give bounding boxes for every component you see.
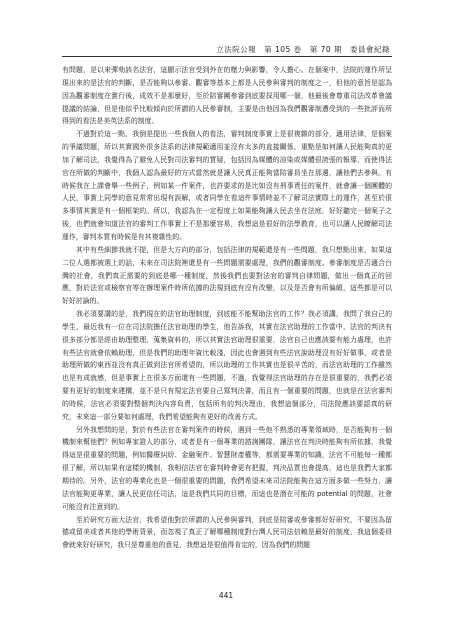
paragraph-2: 不過對於這一點，我倒是提出一些我個人的看法，審判制度事實上是很複雜的部分，適用法律，是個案的爭議問題，所以其實國外很多法系的法律規範適用並沒有太多的直接關係，重點是如何讓人民能夠真的更加了解司法，我覺得為了避免人民對司法審判的質疑，包括因為媒體的渲染或媒體很誇張的報導，而使得法官在所做的判斷中，我個人認為最好的方式當然就是讓人民真正能夠當陪審員坐在那邊，讓他們去參與。有時候我在上課會舉一些例子，例如某一件案件，也許要求的是比如沒有刑事責任的案件，就會讓一個團體的人民，事實上同學的意見常常出現有誤解，或者同學在看這件事情時並不了解司法實際上的運作，甚至於很多事情其實是有一個框架的。所以，我認為在一定程度上如果能夠讓人民去坐在法庭，好好聽完一個案子之後，也們就會知道法官的審判工作事實上不是那麼容易，我想這是很好的法學教育，也可以讓人民瞭解司法運作，審判本質有時候是有其複雜性的。 bbox=[62, 130, 392, 241]
paragraph-6: 至於研究方面大法官，我希望他對於所謂的人民參與審判，到底是陪審或參審都好好研究，不要因為留德或留美或者其他的學術背景，而忽視了真正了解哪種制度對台灣人民司法信賴是最好的制度，我這個委員會就來好好研究，我只是尊重他的意見，我想這是很值得肯定的，因為我們的問題 bbox=[62, 515, 392, 550]
publication-name: 立法院公報 bbox=[216, 45, 257, 54]
header-rule bbox=[62, 56, 392, 57]
section-name: 委員會紀錄 bbox=[350, 45, 390, 54]
paragraph-5: 另外我想問的是，對於有些法官在審判案件的時候，遇到一些他不熟悉的專業領域時，是否能夠有一個機制來幫他們？例如專家證人的部分，或者是有一個專業的諮詢團隊，讓法官在判決時能夠有所依據，我覺得這是很重要的問題，例如醫療糾紛、金融案件、智慧財產權等，都需要專業的知識，法官不可能每一種都很了解，所以如果有這樣的機制，我相信法官在審判時會更有把握，判決品質也會提高，這也是我們大家都期待的。另外，法官的專業化也是一個很重要的問題，我們希望未來司法院能夠在這方面多做一些努力，讓法官能夠更專業，讓人民更信任司法，這是我們共同的目標，而這也是潛在可能的 potential 的問題，社會可能沒有注意到的。 bbox=[62, 425, 392, 511]
issue-number: 第 70 期 bbox=[309, 45, 342, 54]
page-number: 441 bbox=[218, 591, 234, 600]
paragraph-3: 其中有些細節我就不提，但是大方向的部分，包括法律的規範還是有一些問題，我只想點出來，如果這二位人選都被選上的話，未來在司法院裡還是有一些問題需要處理，我們的觀審制度、參審制度是否適合台灣的社會，我們真正需要的到底是哪一種制度，然後我們也要對法官的審判自律問題，做出一個真正的回應，對於法官或檢察官等在辦理案件時所依據的法規到底有沒有改變，以及是否會有所偏頗，這些都是可以好好討論的。 bbox=[62, 245, 392, 306]
page-header bbox=[216, 44, 390, 55]
volume-number: 第 105 卷 bbox=[264, 45, 302, 54]
document-body bbox=[62, 64, 392, 552]
paragraph-1: 有問題，是以來彈劾該名法官，這顯示法官受到外在的壓力與影響，令人擔心。在個案中，法院的運作所呈現出來的是法官的判斷，是否能夠以參審、觀審等基本上都是人民參與審判的制度之一，但他的意旨是認為因為觀審制度在實行後，成效不是那麼好，至於陪審團參審到底要採用哪一個，他最後會尊重司法改革會議提議的結論，但是他似乎比較傾向於所謂的人民參審制，主要是由他因為我們觀審制遭受到的一些批評而所得到的看法是美英法系的制度。 bbox=[62, 66, 392, 126]
paragraph-4: 我必須要講的是，我們現在的法官助理制度，到底能不能幫助法官的工作？我必須講，我問了我自己的學生，最近我有一位在司法院擔任法官助理的學生，他告訴我，其實在法官助理的工作當中，法官的判決有很多部分都是經由助理整理、蒐集資料的，所以其實法官助理很重要，法官自己也應該要有能力處理，也許有些法官就會依賴助理，但是我們的助理年資比較淺，因此也會遇到有些法官說助理沒有好好做事，或者是助理所做的東西並沒有真正做到法官所希望的，所以助理的工作其實也是很辛苦的，而法官助理的工作雖然也是有成就感，但是事實上在很多方面還有一些問題，不過，我覺得法官助理的存在是很重要的，我們必須要有更好的制度來建構，並不是只有規定法官要自己寫判決書，而且有一個重要的問題，也就是在法官審判的時候，法官必須要對整個判決內容負責，包括所有的判決理由，我想這個部分，司法院應該要認真的研究，未來這一部分要如何處理，我們希望能夠有更好的改善方式。 bbox=[62, 310, 392, 421]
